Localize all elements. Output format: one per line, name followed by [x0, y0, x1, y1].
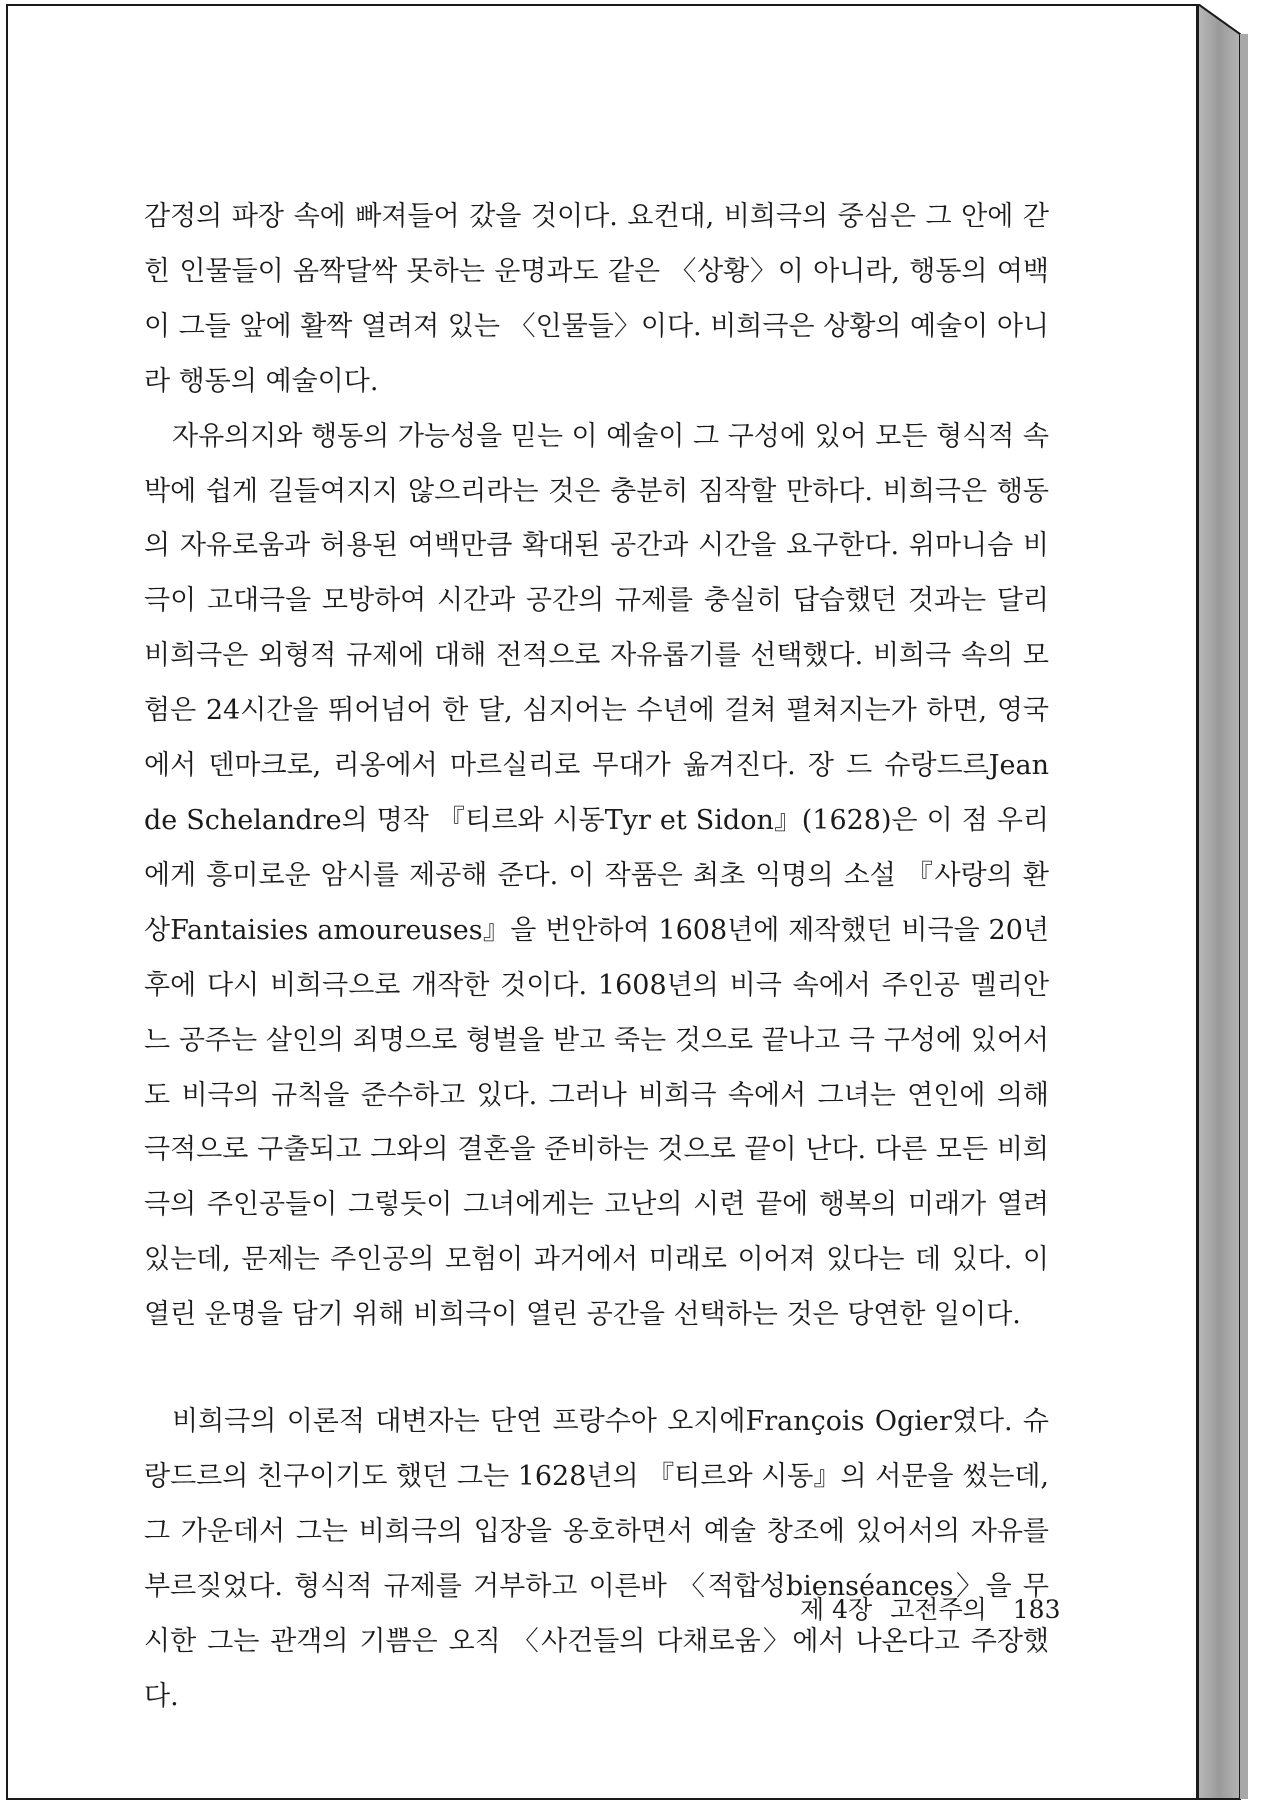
chapter-label: 제 4장: [800, 1595, 873, 1624]
page-number: 183: [1012, 1595, 1061, 1624]
paragraph-spacer: [144, 1343, 1049, 1395]
chapter-title: 고전주의: [890, 1595, 987, 1624]
body-text: [144, 190, 1049, 1724]
paragraph-3: 비희극의 이론적 대변자는 단연 프랑수아 오지에François Ogier였다. 슈랑드르의 친구이기도 했던 그는 1628년의 『티르와 시동』의 서문을 썼는데, 그 가운데서 그는 비희극의 입장을 옹호하면서 예술 창조에 있어서의 자유를 부르짖었다. 형식적 규제를 거부하고 이른바 〈적합성bienséances〉을 무시한 그는 관객의 기쁨은 오직 〈사건들의 다채로움〉에서 나온다고 주장했다.: [144, 1406, 1049, 1712]
running-footer: [800, 1590, 1060, 1626]
paragraph-2: 자유의지와 행동의 가능성을 믿는 이 예술이 그 구성에 있어 모든 형식적 속박에 쉽게 길들여지지 않으리라는 것은 충분히 짐작할 만하다. 비희극은 행동의 자유로움과 허용된 여백만큼 확대된 공간과 시간을 요구한다. 위마니슴 비극이 고대극을 모방하여 시간과 공간의 규제를 충실히 답습했던 것과는 달리 비희극은 외형적 규제에 대해 전적으로 자유롭기를 선택했다. 비희극 속의 모험은 24시간을 뛰어넘어 한 달, 심지어는 수년에 걸쳐 펼쳐지는가 하면, 영국에서 덴마크로, 리옹에서 마르실리로 무대가 옮겨진다. 장 드 슈랑드르Jean de Schelandre의 명작 『티르와 시동Tyr et Sidon』(1628)은 이 점 우리에게 흥미로운 암시를 제공해 준다. 이 작품은 최초 익명의 소설 『사랑의 환상Fantaisies amoureuses』을 번안하여 1608년에 제작했던 비극을 20년 후에 다시 비희극으로 개작한 것이다. 1608년의 비극 속에서 주인공 멜리안느 공주는 살인의 죄명으로 형벌을 받고 죽는 것으로 끝나고 극 구성에 있어서도 비극의 규칙을 준수하고 있다. 그러나 비희극 속에서 그녀는 연인에 의해 극적으로 구출되고 그와의 결혼을 준비하는 것으로 끝이 난다. 다른 모든 비희극의 주인공들이 그렇듯이 그녀에게는 고난의 시련 끝에 행복의 미래가 열려 있는데, 문제는 주인공의 모험이 과거에서 미래로 이어져 있다는 데 있다. 이 열린 운명을 담기 위해 비희극이 열린 공간을 선택하는 것은 당연한 일이다.: [144, 420, 1049, 1331]
paragraph-1: 감정의 파장 속에 빠져들어 갔을 것이다. 요컨대, 비희극의 중심은 그 안에 갇힌 인물들이 옴짝달싹 못하는 운명과도 같은 〈상황〉이 아니라, 행동의 여백이 그들 앞에 활짝 열려져 있는 〈인물들〉이다. 비희극은 상황의 예술이 아니라 행동의 예술이다.: [144, 201, 1049, 397]
